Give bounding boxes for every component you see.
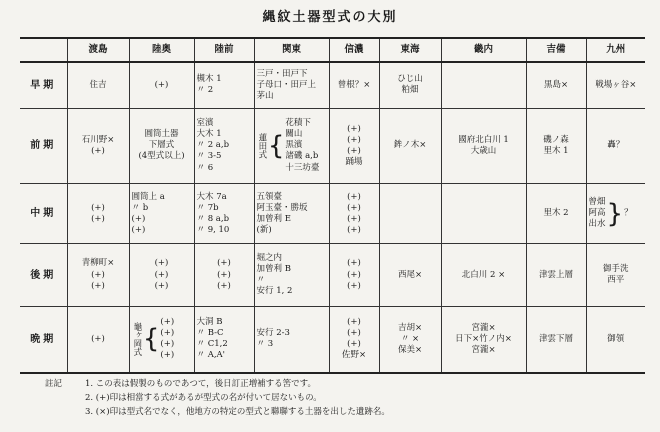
table-title: 縄紋土器型式の大別 [262, 10, 398, 25]
cell-text: (+) [347, 191, 361, 202]
bracket-group [257, 118, 327, 173]
cell-list [160, 317, 174, 361]
cell-text: (+) [154, 280, 169, 291]
cell-text: (+) [347, 213, 361, 224]
cell-text: 阿高 [588, 208, 606, 219]
cell [254, 184, 329, 244]
cell [526, 184, 586, 244]
cell-text: (+) [91, 213, 105, 224]
period-final: 晩期 [20, 306, 67, 373]
cell-kyushu-middle [586, 184, 645, 244]
cell-text: (+) [347, 258, 361, 269]
period-early: 早期 [20, 62, 67, 108]
cell-text: (+) [160, 339, 175, 350]
cell [67, 184, 129, 244]
cell-text: (+) [347, 145, 361, 156]
cell-text: 〃 b [131, 202, 149, 213]
header-kanto: 関東 [254, 38, 329, 62]
cell-text: (+) [131, 213, 146, 224]
header-mutsu: 陸奥 [129, 38, 194, 62]
cell-text: 大歳山 [470, 145, 497, 156]
cell-text: (+) [217, 269, 231, 280]
cell [379, 62, 441, 108]
cell [194, 184, 254, 244]
cell [586, 62, 645, 108]
cell-text: 轟？ [607, 140, 625, 151]
cell-text: 〃 8 a,b [196, 213, 230, 224]
cell-text: 曾根？× [337, 79, 371, 90]
header-kyushu: 九州 [586, 38, 645, 62]
cell-text: 黒島× [543, 79, 569, 90]
cell-text: (+) [347, 123, 361, 134]
note-item: 2. (+)印は相當する式があるが型式の名が付いて居ないもの。 [85, 393, 322, 403]
cell-text: 曾畑 [588, 197, 606, 208]
side-label: 龜ヶ岡式 [131, 322, 142, 357]
cell-text: 〃 2 [196, 85, 214, 96]
cell-text: 〃 × [400, 333, 420, 344]
cell [329, 244, 379, 306]
cell-list [285, 118, 319, 173]
cell-text: 踊場 [345, 156, 363, 167]
cell-text: 鉾ノ木× [393, 140, 427, 151]
period-middle: 中期 [20, 184, 67, 244]
cell-text: 住吉 [89, 79, 107, 90]
cell-text: 黒濱 [285, 140, 303, 151]
cell-text: 出水 [588, 219, 606, 230]
row-final [20, 306, 645, 373]
cell [441, 244, 526, 306]
cell-text: 保美× [397, 344, 423, 355]
cell-text: 加曾利 E [256, 213, 291, 224]
cell-text: (+) [154, 269, 169, 280]
cell-text: 國府北白川 1 [458, 134, 509, 145]
cell-text: (+) [160, 328, 175, 339]
cell-text: 圓筒土器 [144, 129, 179, 140]
cell-text: 津雲下層 [538, 333, 573, 344]
cell-text: (新) [256, 224, 272, 235]
cell-text: 安行 1, 2 [256, 286, 293, 297]
cell-text: (+) [347, 224, 361, 235]
cell-text: 宮瀧× [471, 344, 496, 355]
cell-text: 日下×竹ノ内× [455, 333, 512, 344]
cell [194, 306, 254, 373]
cell [586, 244, 645, 306]
cell [194, 108, 254, 183]
cell-text: 〃 3 [256, 339, 274, 350]
header-shinano: 信濃 [329, 38, 379, 62]
cell [441, 306, 526, 373]
cell-text: 吉胡× [397, 322, 423, 333]
cell-text: 西尾× [397, 269, 423, 280]
cell [526, 244, 586, 306]
cell-text: 〃 B-C [196, 328, 224, 339]
header-row [20, 38, 645, 62]
cell-text: (+) [347, 328, 361, 339]
cell-text: (+) [347, 202, 361, 213]
row-late [20, 244, 645, 306]
brace-icon: { [267, 130, 285, 161]
row-middle [20, 184, 645, 244]
cell [379, 108, 441, 183]
cell [67, 108, 129, 183]
cell-text: 大洞 B [196, 317, 223, 328]
cell-text: 花積下 [285, 118, 311, 129]
period-former: 前期 [20, 108, 67, 183]
cell-text: 〃 9, 10 [196, 224, 230, 235]
cell-text: 石川野× [81, 134, 115, 145]
cell-text: 槻木 1 [196, 74, 222, 85]
cell-text: (+) [91, 333, 105, 344]
cell [329, 184, 379, 244]
cell-text: 〃 C1,2 [196, 339, 228, 350]
cell-text: 里木 2 [543, 208, 569, 219]
cell-text: (4型式以上) [138, 151, 185, 162]
cell-text: 阿玉臺・勝坂 [256, 202, 308, 213]
cell-text: 磯ノ森 [543, 134, 569, 145]
cell [526, 108, 586, 183]
cell-text: 御手洗 [602, 264, 629, 274]
brace-icon: } [606, 198, 624, 229]
period-late: 後期 [20, 244, 67, 306]
cell-mutsu-final [129, 306, 194, 373]
cell [441, 62, 526, 108]
notes-label: 註記 [45, 379, 63, 389]
cell-text: 里木 1 [543, 145, 569, 156]
pottery-type-table [20, 37, 645, 374]
header-kinai: 畿内 [441, 38, 526, 62]
note-item: 1. この表は假製のものであつて，後日訂正増補する筈です。 [85, 379, 316, 389]
bracket-group [589, 197, 644, 230]
cell [129, 108, 194, 183]
cell-text: (+) [91, 145, 105, 156]
cell [329, 306, 379, 373]
header-kibi: 吉備 [526, 38, 586, 62]
cell-text: 十三坊臺 [285, 162, 320, 173]
cell-text: 〃 7b [196, 202, 219, 213]
cell-text: 戦場ヶ谷× [595, 79, 637, 90]
cell-text: (+) [217, 280, 231, 291]
cell-text: (+) [91, 202, 105, 213]
cell-text: 〃 A,A' [196, 350, 226, 361]
brace-icon: { [142, 324, 160, 355]
cell-text: 粕畑 [401, 85, 419, 96]
cell [194, 244, 254, 306]
cell-text: 下層式 [148, 140, 175, 151]
cell-text: (+) [91, 280, 105, 291]
cell [586, 108, 645, 183]
cell-text: (+) [347, 339, 361, 350]
cell-text: 關山 [285, 129, 303, 140]
cell [194, 62, 254, 108]
cell [67, 244, 129, 306]
cell-text: (+) [160, 317, 175, 328]
cell-text: 三戸・田戸下 [256, 68, 308, 79]
cell-text: (+) [347, 317, 361, 328]
cell-text: 宮瀧× [471, 322, 496, 333]
cell-text: 西平 [607, 275, 625, 286]
header-oshima: 渡島 [67, 38, 129, 62]
cell [254, 62, 329, 108]
cell [129, 62, 194, 108]
cell [254, 244, 329, 306]
cell-text: 子母口・田戸上 [256, 79, 317, 90]
cell [329, 62, 379, 108]
header-corner [20, 38, 67, 62]
cell-text: (+) [154, 79, 169, 90]
cell-text: (+) [131, 224, 146, 235]
cell-text: 大木 1 [196, 129, 222, 140]
cell-text: 圓筒上 a [131, 191, 165, 202]
cell-text: 〃 6 [196, 162, 214, 173]
cell-text: 御領 [607, 333, 625, 344]
cell-text: 安行 2-3 [256, 328, 290, 339]
cell-text: 〃 [256, 275, 266, 286]
cell-text: 諸磯 a,b [285, 151, 319, 162]
cell-text: (+) [154, 258, 169, 269]
cell [329, 108, 379, 183]
cell [379, 184, 441, 244]
side-label: 蓮田式 [256, 133, 267, 159]
cell-text: (+) [217, 258, 231, 269]
row-early [20, 62, 645, 108]
cell [129, 244, 194, 306]
cell-text: (+) [160, 350, 175, 361]
cell-kanto-former [254, 108, 329, 183]
cell [254, 306, 329, 373]
cell-text: ひじ山 [397, 74, 423, 85]
uncertain-mark: ？ [624, 208, 633, 219]
cell-text: 〃 2 a,b [196, 140, 230, 151]
cell [67, 306, 129, 373]
cell [526, 62, 586, 108]
cell [129, 184, 194, 244]
cell-text: 大木 7a [196, 191, 227, 202]
cell [67, 62, 129, 108]
cell-text: (+) [347, 134, 361, 145]
cell-text: 茅山 [256, 90, 274, 101]
cell-text: 〃 3-5 [196, 151, 222, 162]
cell [441, 184, 526, 244]
cell-text: 加曾利 B [256, 264, 291, 274]
row-former [20, 108, 645, 183]
cell-text: 津雲上層 [538, 269, 573, 280]
cell [379, 306, 441, 373]
cell [586, 306, 645, 373]
cell-text: (+) [347, 269, 361, 280]
cell [441, 108, 526, 183]
cell-text: 佐野× [341, 350, 367, 361]
cell-text: 五領臺 [256, 191, 283, 202]
cell-text: 室濱 [196, 118, 214, 129]
cell [526, 306, 586, 373]
cell-text: 堀之内 [256, 252, 283, 263]
cell-text: 青柳町× [81, 258, 115, 269]
header-tokai: 東海 [379, 38, 441, 62]
notes-list [85, 377, 390, 419]
bracket-group [132, 317, 192, 361]
cell-text: (+) [91, 269, 105, 280]
header-rikuzen: 陸前 [194, 38, 254, 62]
note-item: 3. (×)印は型式名でなく，他地方の特定の型式と聯聯する土器を出した遺跡名。 [85, 407, 390, 417]
cell [379, 244, 441, 306]
cell-text: (+) [347, 280, 361, 291]
cell-text: 北白川 2 × [461, 269, 506, 280]
cell-list [589, 197, 606, 230]
